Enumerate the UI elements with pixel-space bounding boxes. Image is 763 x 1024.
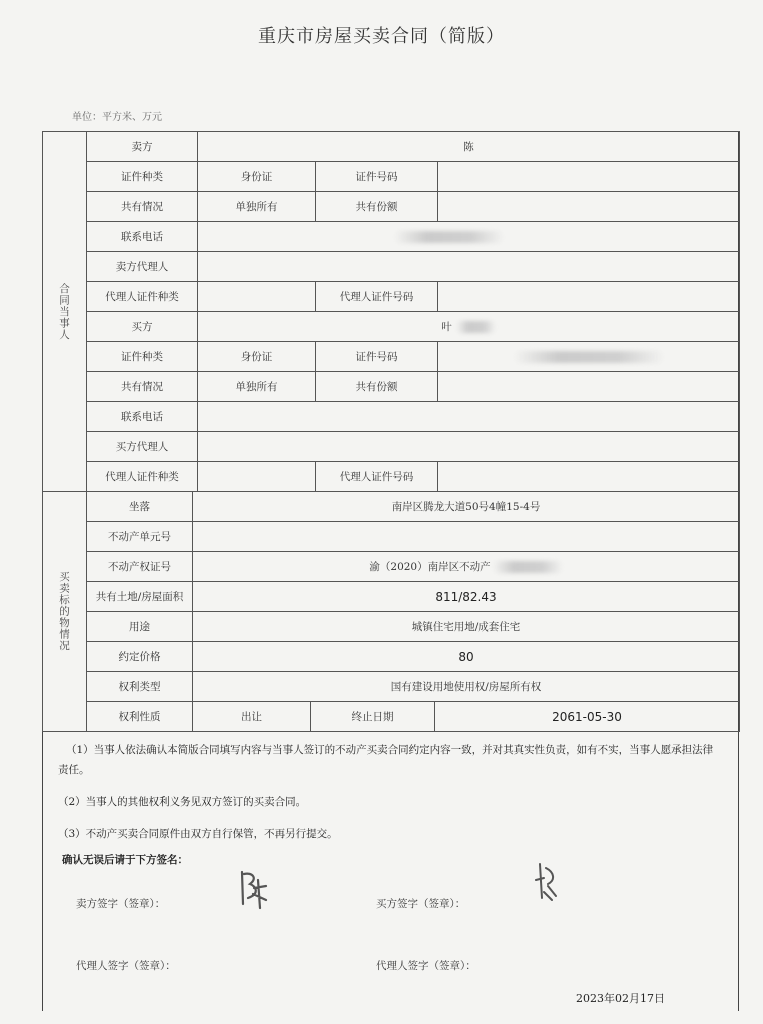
buyer-label: 买方 bbox=[87, 312, 198, 342]
note-2: （2）当事人的其他权利义务见双方签订的买卖合同。 bbox=[58, 796, 307, 808]
redaction-blur bbox=[456, 321, 496, 333]
seller-id-type-label: 证件种类 bbox=[87, 162, 198, 192]
unit-no-label: 不动产单元号 bbox=[87, 522, 193, 552]
notes-section bbox=[58, 740, 718, 856]
area-value: 811/82.43 bbox=[193, 582, 740, 612]
buyer-share-amount-label: 共有份额 bbox=[316, 372, 438, 402]
cert-text: 渝（2020）南岸区不动产 bbox=[369, 561, 491, 573]
seller-id-type-value: 身份证 bbox=[198, 162, 316, 192]
redaction-blur bbox=[493, 561, 563, 573]
note-3: （3）不动产买卖合同原件由双方自行保管，不再另行提交。 bbox=[58, 828, 338, 840]
seller-agent-value bbox=[198, 252, 740, 282]
seller-agent-id-type-label: 代理人证件种类 bbox=[87, 282, 198, 312]
seller-label: 卖方 bbox=[87, 132, 198, 162]
right-type-label: 权利类型 bbox=[87, 672, 193, 702]
right-nature-value: 出让 bbox=[193, 702, 311, 732]
note-1: （1）当事人依法确认本简版合同填写内容与当事人签订的不动产买卖合同约定内容一致，并对其真实性负责，如有不实，当事人愿承担法律责任。 bbox=[58, 744, 714, 776]
buyer-share-value: 单独所有 bbox=[198, 372, 316, 402]
buyer-id-type-label: 证件种类 bbox=[87, 342, 198, 372]
buyer-agent-value bbox=[198, 432, 740, 462]
buyer-agent-label: 买方代理人 bbox=[87, 432, 198, 462]
signing-date: 2023年02月17日 bbox=[576, 992, 665, 1005]
document-title: 重庆市房屋买卖合同（简版） bbox=[258, 26, 505, 47]
seller-agent-sign-label: 代理人签字（签章）： bbox=[76, 960, 176, 972]
seller-sign-label: 卖方签字（签章）： bbox=[76, 898, 166, 910]
redaction-blur bbox=[394, 231, 504, 243]
right-nature-label: 权利性质 bbox=[87, 702, 193, 732]
property-table bbox=[42, 491, 740, 732]
seller-id-no-label: 证件号码 bbox=[316, 162, 438, 192]
buyer-phone-label: 联系电话 bbox=[87, 402, 198, 432]
unit-note: 单位：平方米、万元 bbox=[72, 112, 162, 123]
buyer-agent-id-no-value bbox=[438, 462, 740, 492]
end-date-value: 2061-05-30 bbox=[435, 702, 740, 732]
price-label: 约定价格 bbox=[87, 642, 193, 672]
seller-share-value: 单独所有 bbox=[198, 192, 316, 222]
seller-id-no-value bbox=[438, 162, 740, 192]
property-side-label: 买卖标的物情况 bbox=[43, 492, 87, 732]
seller-phone-label: 联系电话 bbox=[87, 222, 198, 252]
buyer-agent-sign-label: 代理人签字（签章）： bbox=[376, 960, 476, 972]
buyer-share-label: 共有情况 bbox=[87, 372, 198, 402]
parties-table bbox=[42, 131, 740, 492]
seller-share-amount-label: 共有份额 bbox=[316, 192, 438, 222]
redaction-blur bbox=[514, 351, 664, 363]
parties-side-label: 合同当事人 bbox=[43, 132, 87, 492]
cert-label: 不动产权证号 bbox=[87, 552, 193, 582]
use-value: 城镇住宅用地/成套住宅 bbox=[193, 612, 740, 642]
buyer-agent-id-type-value bbox=[198, 462, 316, 492]
use-label: 用途 bbox=[87, 612, 193, 642]
buyer-id-no-value bbox=[438, 342, 740, 372]
buyer-name: 叶 bbox=[441, 321, 452, 333]
location-label: 坐落 bbox=[87, 492, 193, 522]
buyer-id-no-label: 证件号码 bbox=[316, 342, 438, 372]
cert-value bbox=[193, 552, 740, 582]
seller-agent-id-type-value bbox=[198, 282, 316, 312]
buyer-agent-id-type-label: 代理人证件种类 bbox=[87, 462, 198, 492]
price-value: 80 bbox=[193, 642, 740, 672]
seller-share-amount-value bbox=[438, 192, 740, 222]
end-date-label: 终止日期 bbox=[311, 702, 435, 732]
buyer-agent-id-no-label: 代理人证件号码 bbox=[316, 462, 438, 492]
seller-value: 陈 bbox=[198, 132, 740, 162]
right-type-value: 国有建设用地使用权/房屋所有权 bbox=[193, 672, 740, 702]
buyer-share-amount-value bbox=[438, 372, 740, 402]
seller-phone-value bbox=[198, 222, 740, 252]
buyer-id-type-value: 身份证 bbox=[198, 342, 316, 372]
unit-no-value bbox=[193, 522, 740, 552]
seller-agent-id-no-label: 代理人证件号码 bbox=[316, 282, 438, 312]
buyer-sign-label: 买方签字（签章）： bbox=[376, 898, 466, 910]
area-label: 共有土地/房屋面积 bbox=[87, 582, 193, 612]
seller-signature bbox=[236, 864, 270, 912]
buyer-value bbox=[198, 312, 740, 342]
buyer-phone-value bbox=[198, 402, 740, 432]
location-value: 南岸区腾龙大道50号4幢15-4号 bbox=[193, 492, 740, 522]
seller-share-label: 共有情况 bbox=[87, 192, 198, 222]
confirm-instruction: 确认无误后请于下方签名： bbox=[62, 854, 188, 866]
buyer-signature bbox=[530, 858, 560, 904]
seller-agent-label: 卖方代理人 bbox=[87, 252, 198, 282]
seller-agent-id-no-value bbox=[438, 282, 740, 312]
